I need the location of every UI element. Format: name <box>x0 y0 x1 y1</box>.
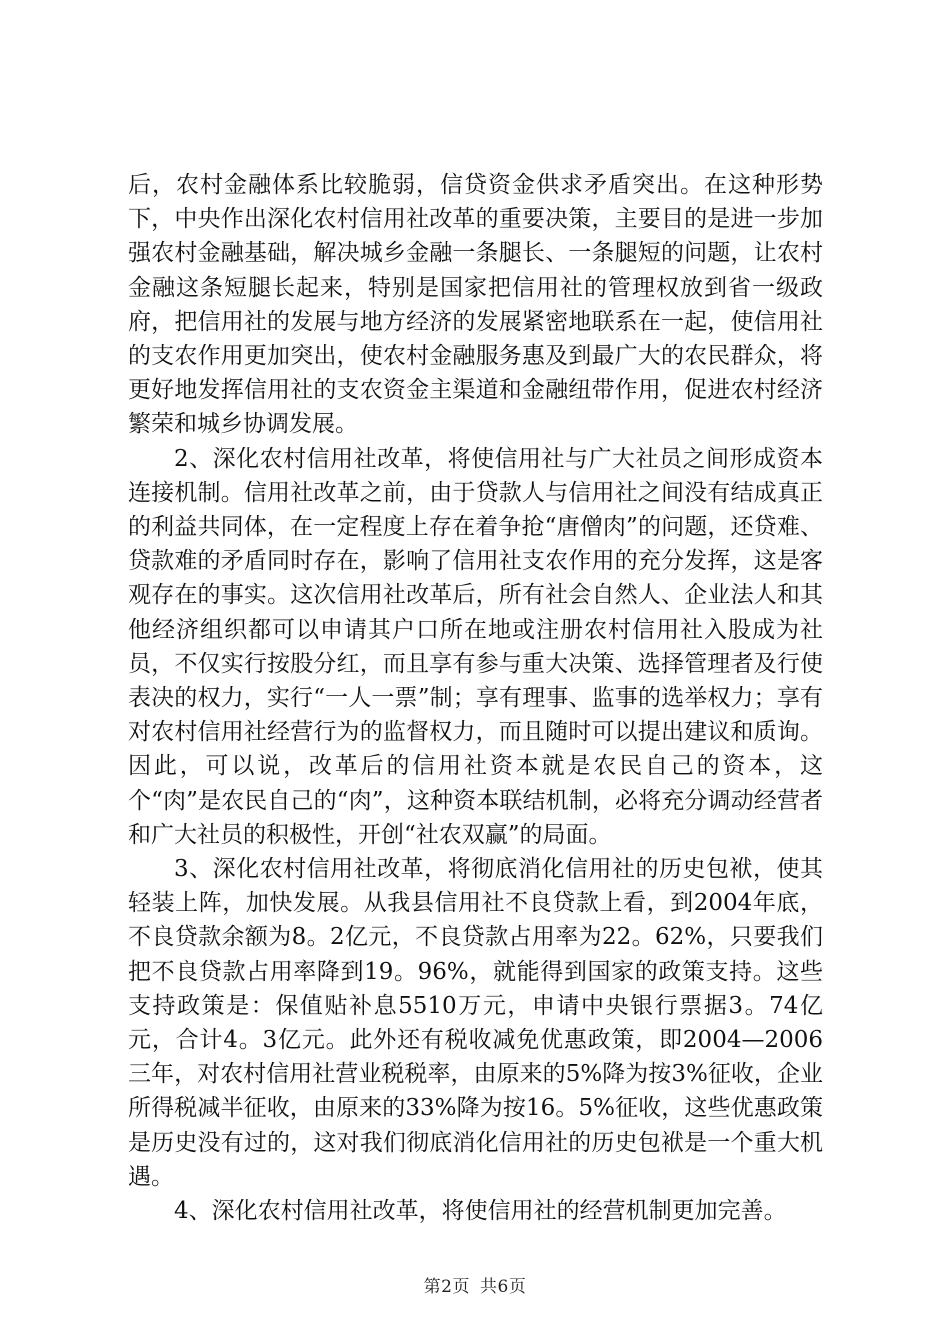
page-footer <box>0 1272 950 1297</box>
document-body <box>128 168 823 1228</box>
paragraph-point-3: 3、深化农村信用社改革，将彻底消化信用社的历史包袱，使其轻装上阵，加快发展。从我县信用社不良贷款上看，到2004年底，不良贷款余额为8。2亿元，不良贷款占用率为22。62%，只要我们把不良贷款占用率降到19。96%，就能得到国家的政策支持。这些支持政策是：保值贴补息5510万元，申请中央银行票据3。74亿元，合计4。3亿元。此外还有税收减免优惠政策，即2004—2006三年，对农村信用社营业税税率，由原来的5%降为按3%征收，企业所得税减半征收，由原来的33%降为按16。5%征收，这些优惠政策是历史没有过的，这对我们彻底消化信用社的历史包袱是一个重大机遇。 <box>128 856 823 1190</box>
page-total: 共6页 <box>480 1277 527 1297</box>
page-number: 第2页 <box>423 1277 470 1297</box>
paragraph-point-4: 4、深化农村信用社改革，将使信用社的经营机制更加完善。 <box>174 1198 787 1225</box>
paragraph-continuation: 后，农村金融体系比较脆弱，信贷资金供求矛盾突出。在这种形势下，中央作出深化农村信用社改革的重要决策，主要目的是进一步加强农村金融基础，解决城乡金融一条腿长、一条腿短的问题，让农村金融这条短腿长起来，特别是国家把信用社的管理权放到省一级政府，把信用社的发展与地方经济的发展紧密地联系在一起，使信用社的支农作用更加突出，使农村金融服务惠及到最广大的农民群众，将更好地发挥信用社的支农资金主渠道和金融纽带作用，促进农村经济繁荣和城乡协调发展。 <box>128 172 823 438</box>
paragraph-point-2: 2、深化农村信用社改革，将使信用社与广大社员之间形成资本连接机制。信用社改革之前，由于贷款人与信用社之间没有结成真正的利益共同体，在一定程度上存在着争抢“唐僧肉”的问题，还贷难、贷款难的矛盾同时存在，影响了信用社支农作用的充分发挥，这是客观存在的事实。这次信用社改革后，所有社会自然人、企业法人和其他经济组织都可以申请其户口所在地或注册农村信用社入股成为社员，不仅实行按股分红，而且享有参与重大决策、选择管理者及行使表决的权力，实行“一人一票”制；享有理事、监事的选举权力；享有对农村信用社经营行为的监督权力，而且随时可以提出建议和质询。因此，可以说，改革后的信用社资本就是农民自己的资本，这个“肉”是农民自己的“肉”，这种资本联结机制，必将充分调动经营者和广大社员的积极性，开创“社农双赢”的局面。 <box>128 445 823 848</box>
